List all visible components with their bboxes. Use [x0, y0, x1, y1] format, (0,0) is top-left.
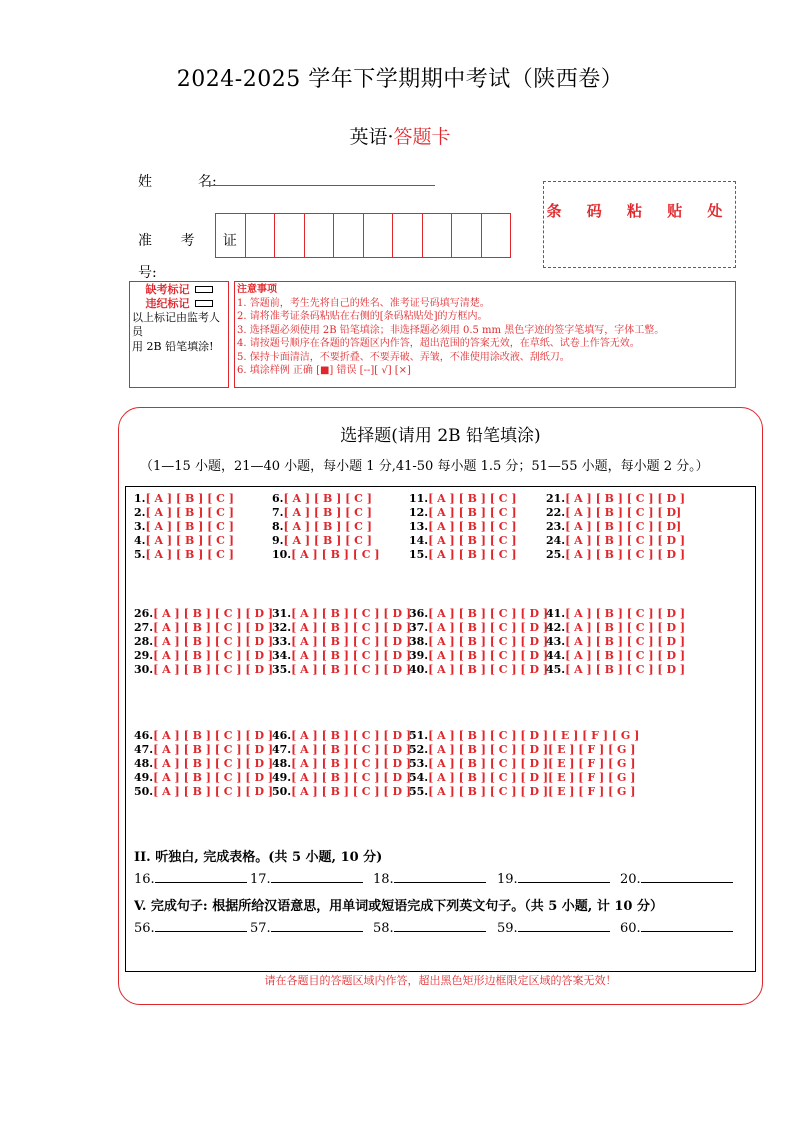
answer-options[interactable]: [ A ] [ B ] [ C ] [428, 548, 517, 561]
notice-item: 6. 填涂样例 正确 [■] 错误 [--][ √] [×] [237, 365, 411, 376]
question-item [409, 771, 635, 785]
question-item [134, 757, 273, 771]
answer-options[interactable]: [ A ] [ B ] [ C ] [ D ][ E ] [ F ] [ G ] [428, 771, 636, 784]
question-item [546, 548, 685, 562]
question-item [409, 607, 548, 621]
answer-line[interactable] [271, 882, 363, 883]
question-item [134, 492, 234, 506]
question-item [272, 663, 411, 677]
name-field[interactable] [206, 185, 435, 186]
question-item [134, 607, 273, 621]
subject-prefix: 英语· [349, 126, 394, 148]
question-item [409, 520, 517, 534]
question-item [272, 506, 372, 520]
answer-options[interactable]: [ A ] [ B ] [ C ] [ D ] [153, 743, 274, 756]
question-item [546, 492, 685, 506]
question-number: 46. [134, 729, 154, 742]
question-item [272, 607, 411, 621]
answer-options[interactable]: [ A ] [ B ] [ C ] [ D ] [291, 621, 412, 634]
page-title: 2024-2025 学年下学期期中考试（陕西卷） [176, 67, 624, 92]
question-number: 5. [134, 548, 146, 561]
answer-options[interactable]: [ A ] [ B ] [ C ] [ D ] [565, 635, 686, 648]
answer-blank[interactable] [620, 921, 733, 936]
answer-line[interactable] [155, 931, 247, 932]
question-item [409, 548, 517, 562]
answer-options[interactable]: [ A ] [ B ] [ C ] [ D ] [428, 635, 549, 648]
answer-blank[interactable] [620, 872, 733, 887]
question-item [546, 534, 685, 548]
answer-line[interactable] [641, 882, 733, 883]
id-digit-box[interactable] [482, 214, 511, 257]
marks-note-2: 用 2B 铅笔填涂! [132, 340, 214, 353]
answer-number: 19. [497, 872, 518, 887]
question-number: 49. [272, 771, 292, 784]
answer-number: 60. [620, 921, 641, 936]
question-item [272, 621, 411, 635]
question-number: 2. [134, 506, 146, 519]
question-item [546, 506, 681, 520]
answer-line[interactable] [394, 931, 486, 932]
answer-options[interactable]: [ A ] [ B ] [ C ] [ D ] [153, 729, 274, 742]
answer-options[interactable]: [ A ] [ B ] [ C ] [ D ] [291, 663, 412, 676]
question-number: 13. [409, 520, 429, 533]
answer-options[interactable]: [ A ] [ B ] [ C ] [145, 492, 234, 505]
answer-number: 20. [620, 872, 641, 887]
answer-options[interactable]: [ A ] [ B ] [ C ] [ D ] [153, 785, 274, 798]
question-number: 46. [272, 729, 292, 742]
absent-label: 缺考标记 [145, 283, 190, 296]
answer-number: 18. [373, 872, 394, 887]
question-item [409, 729, 639, 743]
id-number-boxes[interactable] [215, 213, 511, 258]
question-item [272, 534, 372, 548]
footer-note: 请在各题目的答题区域内作答，超出黑色矩形边框限定区域的答案无效！ [264, 974, 617, 987]
question-number: 52. [409, 743, 429, 756]
question-number: 50. [272, 785, 292, 798]
question-number: 47. [272, 743, 292, 756]
question-item [272, 743, 411, 757]
question-number: 35. [272, 663, 292, 676]
violation-mark[interactable] [132, 296, 226, 310]
question-number: 49. [134, 771, 154, 784]
answer-blank[interactable] [497, 872, 610, 887]
answer-options[interactable]: [ A ] [ B ] [ C ] [428, 520, 517, 533]
answer-options[interactable]: [ A ] [ B ] [ C ] [ D ] [291, 635, 412, 648]
question-number: 32. [272, 621, 292, 634]
answer-number: 56. [134, 921, 155, 936]
answer-options[interactable]: [ A ] [ B ] [ C ] [ D] [565, 520, 682, 533]
marks-note-1: 以上标记由监考人员 [132, 311, 220, 338]
answer-line[interactable] [271, 931, 363, 932]
question-number: 22. [546, 506, 566, 519]
id-digit-box[interactable] [364, 214, 394, 257]
question-number: 14. [409, 534, 429, 547]
question-item [409, 621, 548, 635]
question-item [134, 771, 273, 785]
question-item [272, 649, 411, 663]
answer-options[interactable]: [ A ] [ B ] [ C ] [ D ] [428, 607, 549, 620]
question-number: 26. [134, 607, 154, 620]
question-number: 39. [409, 649, 429, 662]
name-label: 姓 名: [138, 174, 217, 190]
id-digit-box[interactable] [452, 214, 482, 257]
question-item [409, 663, 548, 677]
id-digit-box[interactable] [246, 214, 276, 257]
question-item [134, 663, 273, 677]
answer-blank[interactable] [250, 872, 363, 887]
answer-options[interactable]: [ A ] [ B ] [ C ] [428, 534, 517, 547]
question-item [134, 649, 273, 663]
question-item [546, 607, 685, 621]
answer-options[interactable]: [ A ] [ B ] [ C ] [ D ] [291, 649, 412, 662]
answer-options[interactable]: [ A ] [ B ] [ C ] [ D ] [291, 785, 412, 798]
question-number: 48. [272, 757, 292, 770]
id-digit-box[interactable] [275, 214, 305, 257]
answer-line[interactable] [641, 931, 733, 932]
answer-options[interactable]: [ A ] [ B ] [ C ] [145, 506, 234, 519]
answer-options[interactable]: [ A ] [ B ] [ C ] [ D ][ E ] [ F ] [ G ] [428, 757, 636, 770]
answer-options[interactable]: [ A ] [ B ] [ C ] [ D ] [565, 621, 686, 634]
id-digit-box[interactable] [305, 214, 335, 257]
question-number: 9. [272, 534, 284, 547]
answer-options[interactable]: [ A ] [ B ] [ C ] [283, 520, 372, 533]
question-number: 42. [546, 621, 566, 634]
question-item [134, 548, 234, 562]
absent-mark[interactable] [132, 282, 226, 296]
answer-options[interactable]: [ A ] [ B ] [ C ] [ D ][ E ] [ F ] [ G ] [428, 785, 636, 798]
answer-options[interactable]: [ A ] [ B ] [ C ] [ D ] [291, 771, 412, 784]
answer-options[interactable]: [ A ] [ B ] [ C ] [ D ] [565, 607, 686, 620]
answer-number: 16. [134, 872, 155, 887]
question-number: 28. [134, 635, 154, 648]
id-digit-box[interactable] [334, 214, 364, 257]
answer-options[interactable]: [ A ] [ B ] [ C ] [ D ] [153, 757, 274, 770]
question-item [546, 520, 681, 534]
question-number: 6. [272, 492, 284, 505]
id-digit-box[interactable] [216, 214, 246, 257]
answer-blank[interactable] [134, 872, 247, 887]
notice-item: 3. 选择题必须使用 2B 铅笔填涂；非选择题必须用 0.5 mm 黑色字迹的签字笔填写，字体工整。 [237, 324, 665, 336]
question-item [409, 743, 635, 757]
question-number: 23. [546, 520, 566, 533]
notice-item: 2. 请将准考证条码粘贴在右侧的[条码粘贴处]的方框内。 [237, 311, 488, 322]
question-item [409, 506, 517, 520]
notice-item: 1. 答题前，考生先将自己的姓名、准考证号码填写清楚。 [237, 297, 490, 309]
question-item [272, 492, 372, 506]
section-sentences-title: V. 完成句子: 根据所给汉语意思，用单词或短语完成下列英文句子。（共 5 小题, 计 10 分） [134, 899, 663, 914]
id-digit-box[interactable] [423, 214, 453, 257]
answer-options[interactable]: [ A ] [ B ] [ C ] [428, 506, 517, 519]
question-number: 40. [409, 663, 429, 676]
answer-options[interactable]: [ A ] [ B ] [ C ] [ D ] [153, 649, 274, 662]
answer-options[interactable]: [ A ] [ B ] [ C ] [ D ] [291, 757, 412, 770]
question-number: 43. [546, 635, 566, 648]
answer-options[interactable]: [ A ] [ B ] [ C ] [ D ] [153, 621, 274, 634]
question-number: 38. [409, 635, 429, 648]
question-item [134, 729, 273, 743]
question-number: 54. [409, 771, 429, 784]
answer-number: 57. [250, 921, 271, 936]
answer-blank[interactable] [373, 921, 486, 936]
question-item [546, 663, 685, 677]
question-number: 12. [409, 506, 429, 519]
answer-options[interactable]: [ A ] [ B ] [ C ] [145, 534, 234, 547]
question-item [134, 743, 273, 757]
question-item [409, 649, 548, 663]
question-number: 1. [134, 492, 146, 505]
subject-suffix: 答题卡 [393, 126, 451, 148]
question-item [134, 785, 273, 799]
answer-options[interactable]: [ A ] [ B ] [ C ] [ D ] [428, 649, 549, 662]
id-label: 准 考 证 [138, 233, 249, 249]
notice-item: 4. 请按题号顺序在各题的答题区内作答，超出范围的答案无效，在草纸、试卷上作答无效。 [237, 338, 640, 349]
answer-number: 59. [497, 921, 518, 936]
question-number: 41. [546, 607, 566, 620]
question-item [272, 520, 372, 534]
answer-options[interactable]: [ A ] [ B ] [ C ] [283, 492, 372, 505]
answer-options[interactable]: [ A ] [ B ] [ C ] [ D] [565, 506, 682, 519]
question-number: 7. [272, 506, 284, 519]
question-number: 44. [546, 649, 566, 662]
answer-options[interactable]: [ A ] [ B ] [ C ] [ D ][ E ] [ F ] [ G ] [428, 743, 636, 756]
question-number: 29. [134, 649, 154, 662]
question-number: 4. [134, 534, 146, 547]
subject-title [0, 122, 800, 149]
question-number: 3. [134, 520, 146, 533]
answer-options[interactable]: [ A ] [ B ] [ C ] [ D ] [428, 663, 549, 676]
question-item [272, 757, 411, 771]
question-item [134, 534, 234, 548]
barcode-area: 条 码 粘 贴 处 [543, 181, 736, 268]
answer-options[interactable]: [ A ] [ B ] [ C ] [ D ] [291, 607, 412, 620]
question-number: 34. [272, 649, 292, 662]
answer-line[interactable] [394, 882, 486, 883]
question-item [134, 520, 234, 534]
answer-options[interactable]: [ A ] [ B ] [ C ] [ D ] [565, 492, 686, 505]
answer-options[interactable]: [ A ] [ B ] [ C ] [145, 548, 234, 561]
answer-options[interactable]: [ A ] [ B ] [ C ] [ D ] [291, 729, 412, 742]
question-item [134, 621, 273, 635]
question-number: 37. [409, 621, 429, 634]
notice-item: 5. 保持卡面清洁，不要折叠、不要弄破、弄皱，不准使用涂改液、刮纸刀。 [237, 351, 570, 363]
answer-options[interactable]: [ A ] [ B ] [ C ] [ D ] [428, 621, 549, 634]
section-choice-title: 选择题(请用 2B 铅笔填涂) [340, 426, 541, 446]
answer-line[interactable] [155, 882, 247, 883]
answer-options[interactable]: [ A ] [ B ] [ C ] [ D ] [565, 534, 686, 547]
question-number: 53. [409, 757, 429, 770]
question-item [272, 635, 411, 649]
question-item [546, 635, 685, 649]
violation-label: 违纪标记 [145, 297, 190, 310]
section-listening-title: II. 听独白, 完成表格。(共 5 小题, 10 分) [134, 850, 383, 865]
answer-blank[interactable] [373, 872, 486, 887]
answer-options[interactable]: [ A ] [ B ] [ C ] [ D ] [153, 663, 274, 676]
id-digit-box[interactable] [393, 214, 423, 257]
answer-blank[interactable] [134, 921, 247, 936]
answer-blank[interactable] [250, 921, 363, 936]
question-item [134, 635, 273, 649]
question-number: 45. [546, 663, 566, 676]
question-number: 33. [272, 635, 292, 648]
answer-number: 58. [373, 921, 394, 936]
answer-options[interactable]: [ A ] [ B ] [ C ] [ D ] [291, 743, 412, 756]
question-number: 31. [272, 607, 292, 620]
answer-options[interactable]: [ A ] [ B ] [ C ] [145, 520, 234, 533]
question-number: 50. [134, 785, 154, 798]
section-choice-subtitle: （1—15 小题，21—40 小题，每小题 1 分,41-50 每小题 1.5 分；51—55 小题，每小题 2 分。） [140, 459, 709, 474]
question-item [409, 534, 517, 548]
answer-options[interactable]: [ A ] [ B ] [ C ] [ D ] [153, 771, 274, 784]
answer-options[interactable]: [ A ] [ B ] [ C ] [428, 492, 517, 505]
answer-number: 17. [250, 872, 271, 887]
question-item [272, 729, 411, 743]
question-number: 51. [409, 729, 429, 742]
answer-options[interactable]: [ A ] [ B ] [ C ] [ D ] [ E ] [ F ] [ G ] [428, 729, 640, 742]
question-item [272, 771, 411, 785]
question-item [272, 548, 380, 562]
answer-options[interactable]: [ A ] [ B ] [ C ] [291, 548, 380, 561]
marks-box [129, 281, 229, 388]
answer-line[interactable] [518, 882, 610, 883]
violation-checkbox[interactable] [195, 300, 213, 307]
question-item [409, 635, 548, 649]
question-number: 48. [134, 757, 154, 770]
question-item [546, 649, 685, 663]
question-item [409, 757, 635, 771]
notice-heading: 注意事项 [237, 284, 277, 295]
question-number: 24. [546, 534, 566, 547]
answer-blank[interactable] [497, 921, 610, 936]
answer-options[interactable]: [ A ] [ B ] [ C ] [ D ] [565, 663, 686, 676]
answer-options[interactable]: [ A ] [ B ] [ C ] [ D ] [153, 635, 274, 648]
notice-box [234, 281, 736, 388]
question-number: 25. [546, 548, 566, 561]
question-number: 15. [409, 548, 429, 561]
question-number: 10. [272, 548, 292, 561]
answer-options[interactable]: [ A ] [ B ] [ C ] [ D ] [565, 649, 686, 662]
question-number: 47. [134, 743, 154, 756]
question-number: 27. [134, 621, 154, 634]
question-number: 36. [409, 607, 429, 620]
answer-line[interactable] [518, 931, 610, 932]
answer-options[interactable]: [ A ] [ B ] [ C ] [ D ] [565, 548, 686, 561]
question-item [272, 785, 411, 799]
answer-options[interactable]: [ A ] [ B ] [ C ] [ D ] [153, 607, 274, 620]
question-number: 11. [409, 492, 429, 505]
question-item [134, 506, 234, 520]
question-number: 8. [272, 520, 284, 533]
question-item [409, 492, 517, 506]
question-item [546, 621, 685, 635]
question-item [409, 785, 635, 799]
absent-checkbox[interactable] [195, 286, 213, 293]
id-label-suffix: 号: [138, 265, 157, 281]
question-number: 30. [134, 663, 154, 676]
question-number: 21. [546, 492, 566, 505]
answer-options[interactable]: [ A ] [ B ] [ C ] [283, 506, 372, 519]
answer-options[interactable]: [ A ] [ B ] [ C ] [283, 534, 372, 547]
question-number: 55. [409, 785, 429, 798]
